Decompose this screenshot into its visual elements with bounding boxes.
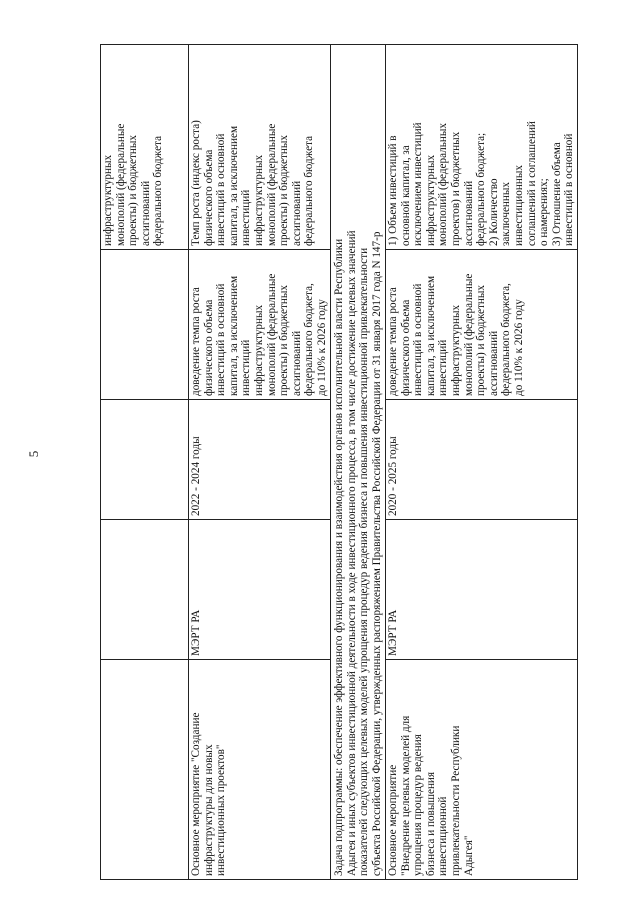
cell-line: федерального бюджета	[303, 135, 316, 246]
cell-line: 2) Количество	[487, 178, 500, 246]
cell-line: капитал, за исключением	[424, 275, 437, 396]
cell-line: ассигнований	[487, 330, 500, 396]
cell-line: доведение темпа роста	[387, 287, 399, 396]
cell-event	[189, 660, 331, 880]
program-table	[100, 44, 578, 880]
cell-line: Темп роста (индекс роста)	[190, 120, 202, 246]
cell-line: инфраструктурных	[252, 304, 265, 396]
cell-line: инвестиционной	[437, 796, 450, 876]
cell-line: инвестиционных	[512, 165, 525, 246]
cell-event	[101, 660, 189, 880]
cell-period: 2022 - 2024 годы	[189, 400, 331, 520]
cell-line: инвестиций	[240, 189, 253, 246]
cell-line: инфраструктурных	[102, 154, 114, 246]
cell-line: инвестиций в основной	[215, 283, 228, 396]
cell-line: федерального бюджета	[152, 135, 165, 246]
cell-line: инфраструктурных	[252, 154, 265, 246]
cell-line: физического объема	[202, 299, 215, 396]
cell-period	[101, 400, 189, 520]
cell-event	[386, 660, 578, 880]
cell-line: доведение темпа роста	[190, 287, 202, 396]
cell-line: "Внедрение целевых моделей для	[399, 715, 412, 876]
cell-line: проекты) и бюджетных	[475, 285, 488, 396]
cell-result	[101, 250, 189, 400]
task-line: Задача подпрограммы: обеспечение эффективного функционирования и взаимодействия органов исполнительной власти Республики	[333, 238, 345, 876]
cell-line: инвестиционных проектов"	[215, 744, 228, 876]
cell-line: ассигнований	[290, 180, 303, 246]
cell-line: федерального бюджета,	[303, 283, 316, 396]
cell-line: инфраструктурных	[449, 304, 462, 396]
cell-line: упрощения процедур ведения	[412, 734, 425, 876]
cell-line: до 110% к 2026 году	[315, 299, 328, 396]
cell-line: физического объема	[399, 299, 412, 396]
cell-line: проекты) и бюджетных	[127, 135, 140, 246]
cell-result	[386, 250, 578, 400]
cell-line: монополий (федеральные	[114, 123, 127, 246]
cell-period: 2020 - 2025 годы	[386, 400, 578, 520]
task-line: показателей следующих целевых моделей упрощения процедур ведения бизнеса и повышения инвестиционной привлекательности	[358, 247, 370, 876]
cell-line: исключением инвестиций	[412, 122, 425, 246]
cell-line: Основное мероприятие	[387, 764, 399, 876]
cell-line: инвестиций	[240, 339, 253, 396]
cell-line: монополий (федеральные	[265, 123, 278, 246]
cell-line: капитал, за исключением	[227, 125, 240, 246]
cell-line: федерального бюджета;	[475, 132, 488, 246]
cell-line: 3) Отношение объема	[550, 142, 563, 246]
table-row	[331, 45, 386, 880]
cell-line: ассигнований	[290, 330, 303, 396]
cell-indicator	[101, 45, 189, 250]
cell-line: капитал, за исключением	[227, 275, 240, 396]
cell-line: заключенных	[500, 181, 513, 246]
cell-line: ассигнований	[139, 180, 152, 246]
cell-line: инвестиций	[437, 339, 450, 396]
table-row	[189, 45, 331, 880]
task-cell	[331, 45, 386, 880]
cell-indicator	[386, 45, 578, 250]
cell-line: привлекательности Республики	[449, 725, 462, 876]
cell-line: Основное мероприятие "Создание	[190, 712, 202, 876]
cell-indicator	[189, 45, 331, 250]
page-number: 5	[26, 450, 41, 458]
cell-line: проекты) и бюджетных	[278, 135, 291, 246]
cell-line: Адыгея"	[462, 835, 475, 876]
rotated-table-page	[100, 45, 576, 880]
cell-line: о намерениях;	[538, 178, 551, 246]
table-row	[101, 45, 189, 880]
cell-line: инвестиций в основной	[563, 133, 576, 246]
cell-line: бизнеса и повышения	[424, 771, 437, 876]
task-line: Адыгея и иных субъектов инвестиционной деятельности в ходе инвестиционного процесса, в том числе достижение целевых значений	[345, 230, 358, 876]
cell-line: инвестиций в основной	[412, 283, 425, 396]
cell-line: монополий (федеральные	[462, 273, 475, 396]
cell-line: 1) Объем инвестиций в	[387, 135, 399, 246]
cell-line: соглашений и соглашений	[525, 121, 538, 246]
task-line: субъекта Российской Федерации, утвержденных распоряжением Правительства Российской Федерации от 31 января 2017 года N 147-р	[370, 231, 383, 876]
cell-line: монополий (федеральные	[265, 273, 278, 396]
cell-line: инфраструктурных	[424, 154, 437, 246]
cell-line: монополий (федеральных	[437, 123, 450, 246]
cell-line: федерального бюджета,	[500, 283, 513, 396]
cell-executor	[101, 520, 189, 660]
cell-line: основной капитал, за	[399, 145, 412, 246]
cell-line: инфраструктуры для новых	[202, 744, 215, 876]
cell-line: инвестиций в основной	[215, 133, 228, 246]
cell-line: до 110% к 2026 году	[512, 299, 525, 396]
table-row	[386, 45, 578, 880]
cell-line: проектов) и бюджетных	[449, 131, 462, 246]
cell-line: проекты) и бюджетных	[278, 285, 291, 396]
cell-line: ассигнований	[462, 180, 475, 246]
cell-result	[189, 250, 331, 400]
cell-executor: МЭРТ РА	[386, 520, 578, 660]
cell-line: физического объема	[202, 149, 215, 246]
cell-executor: МЭРТ РА	[189, 520, 331, 660]
